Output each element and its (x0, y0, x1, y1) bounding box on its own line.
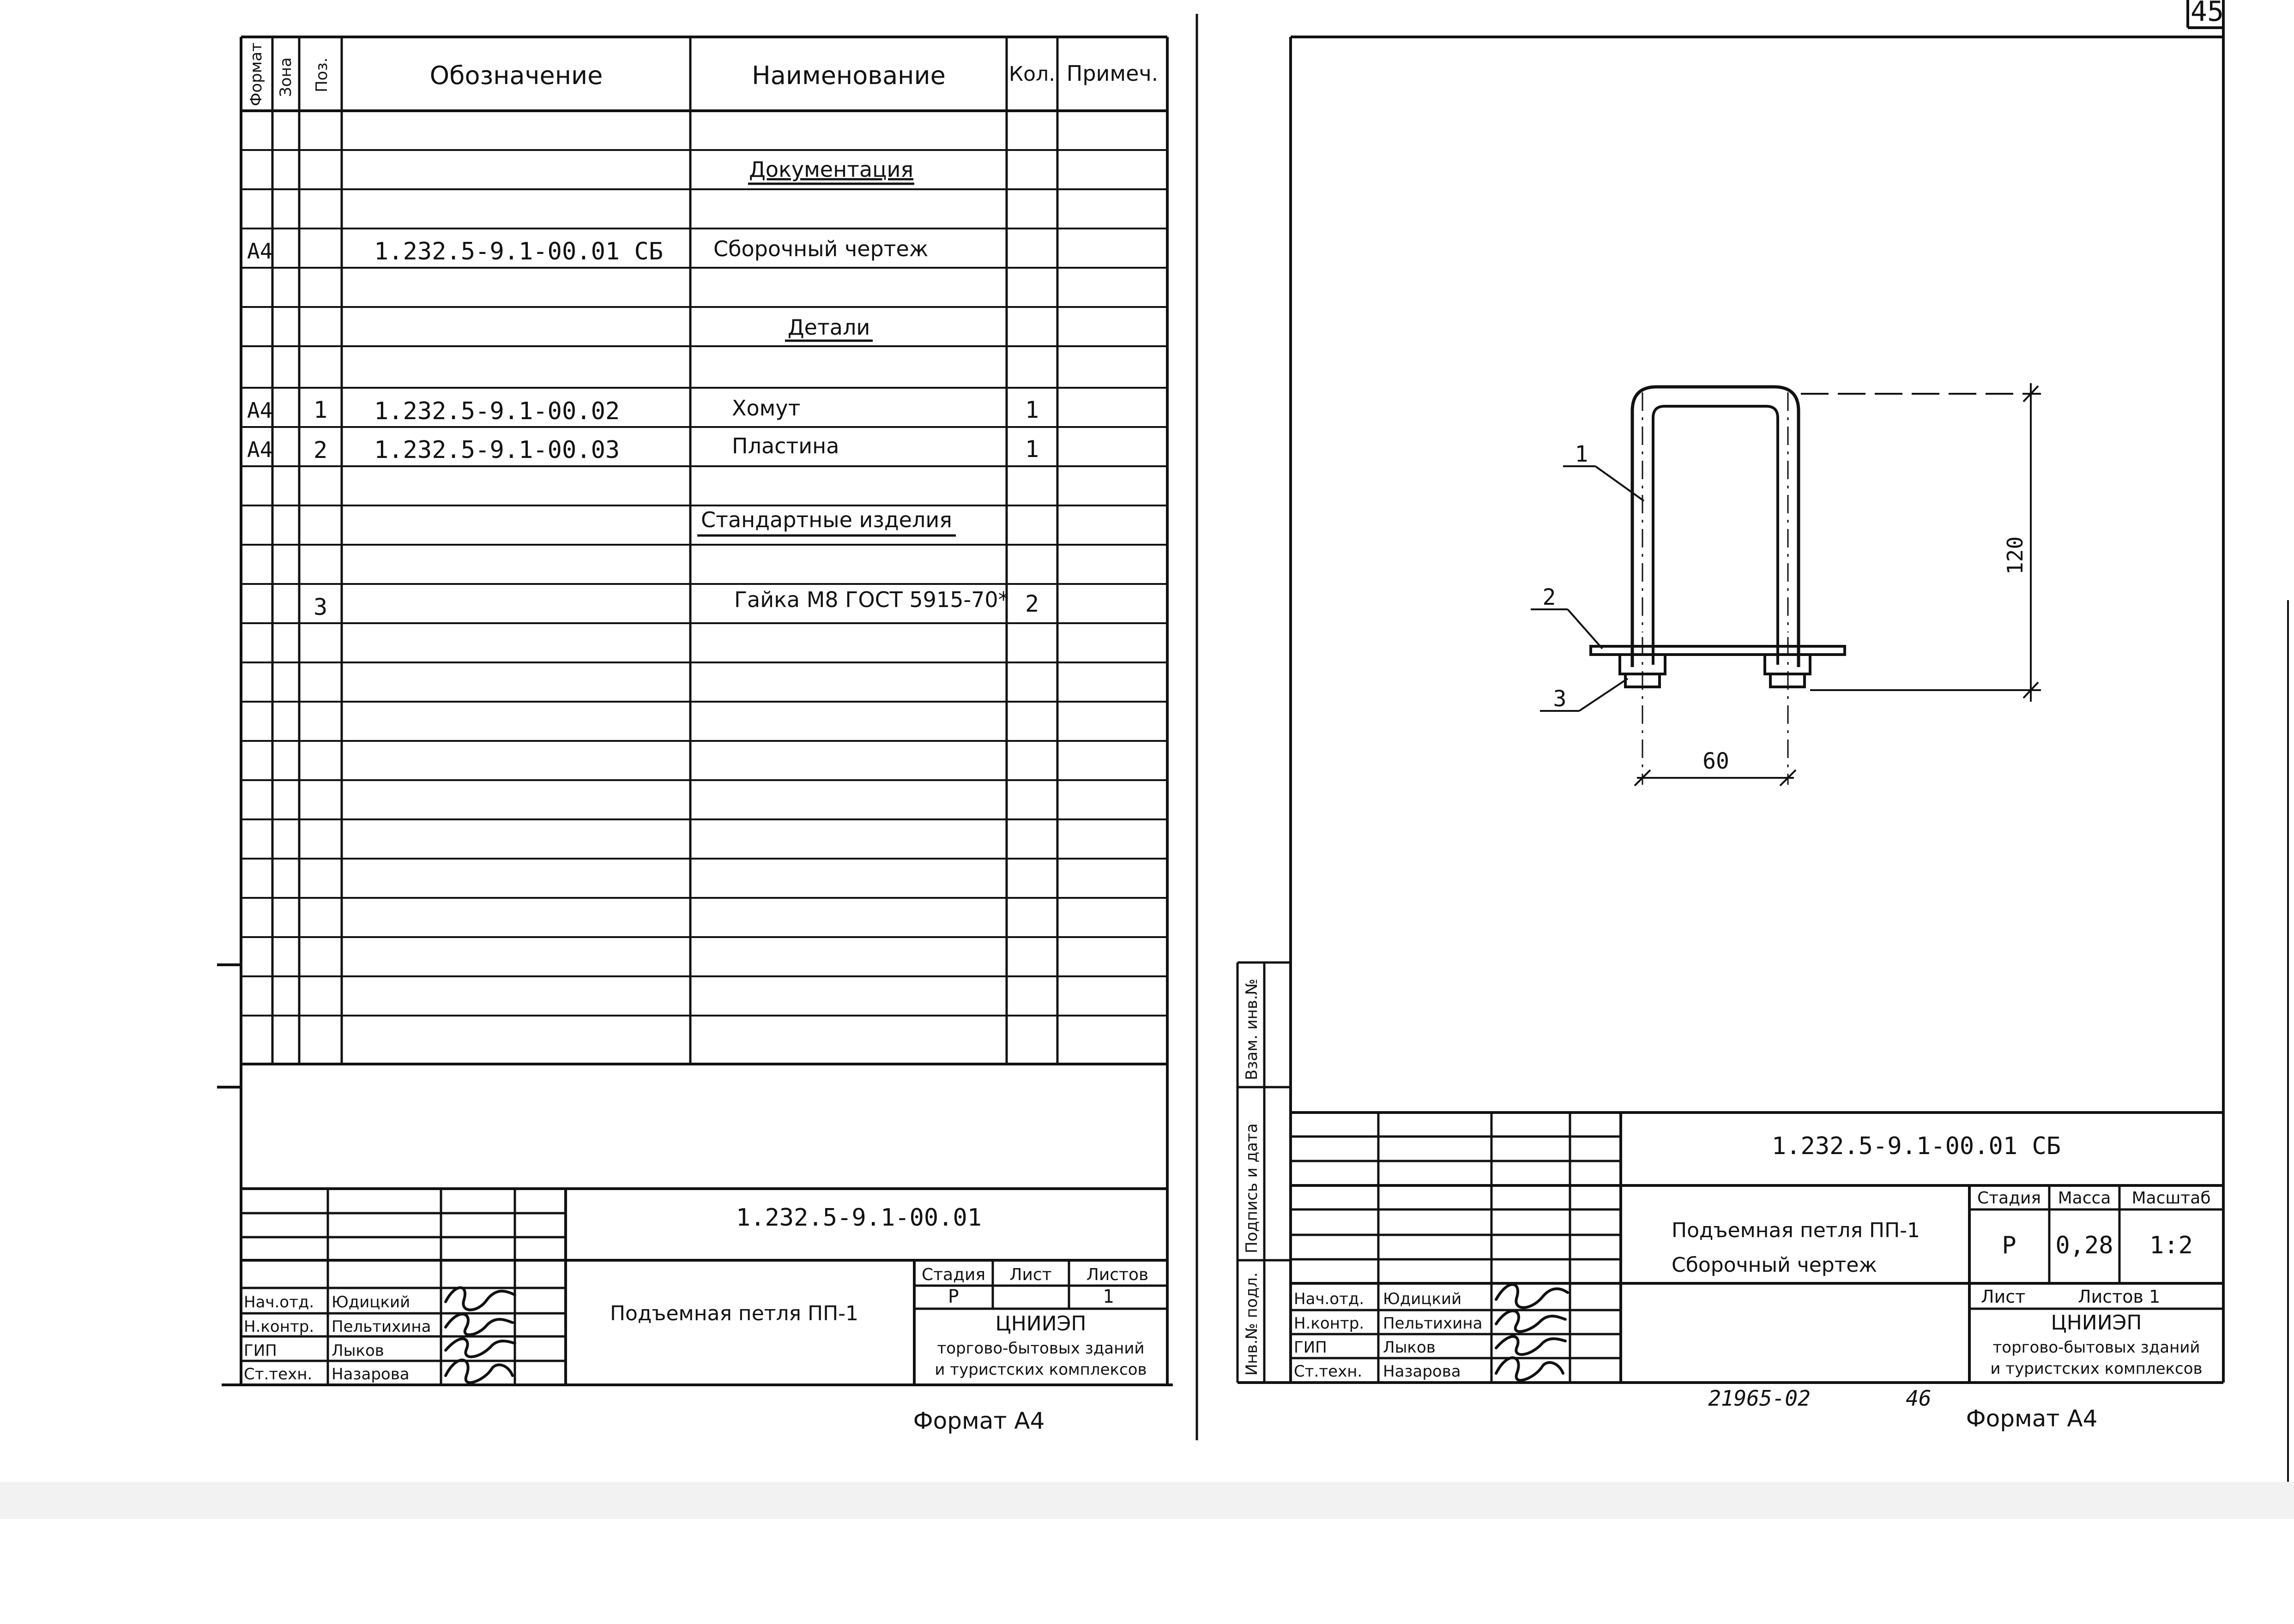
organization-line3: и туристских комплексов (1990, 1359, 2203, 1378)
signer-name: Пельтихина (1383, 1314, 1483, 1333)
handwritten-signatures (1496, 1285, 1568, 1381)
stamp-number: 21965-02 (1708, 1386, 1811, 1411)
mass-label: Масса (2058, 1189, 2111, 1208)
dimension-height: 120 (2003, 536, 2028, 575)
section-standard-items: Стандартные изделия (701, 507, 952, 532)
organization-name: ЦНИИЭП (995, 1312, 1087, 1335)
row-designation: 1.232.5-9.1-00.01 СБ (374, 238, 664, 265)
signer-role: ГИП (1294, 1338, 1327, 1357)
signature-date-label: Подпись и дата (1243, 1123, 1261, 1253)
drawing-title-line2: Сборочный чертеж (1672, 1253, 1877, 1277)
col-header-designation: Обозначение (429, 61, 603, 90)
signer-role: Ст.техн. (1294, 1362, 1363, 1381)
scale-label: Масштаб (2131, 1189, 2211, 1208)
inventory-number-label: Инв.№ подл. (1243, 1272, 1261, 1376)
row-qty: 2 (1025, 590, 1039, 617)
signer-role: Н.контр. (244, 1317, 314, 1336)
callout-3: 3 (1553, 686, 1567, 712)
spec-margin-ticks (217, 965, 241, 1087)
signer-role: Н.контр. (1294, 1314, 1364, 1333)
row-name: Хомут (732, 396, 801, 421)
signer-name: Назарова (1383, 1362, 1461, 1381)
stage-value: Р (2002, 1232, 2016, 1259)
table-row (247, 396, 1039, 425)
spec-document-code: 1.232.5-9.1-00.01 (736, 1204, 982, 1232)
side-stamp-strip (1238, 962, 1291, 1383)
clamp-outer (1632, 387, 1799, 667)
signer-name: Юдицкий (332, 1293, 411, 1311)
row-pos: 2 (313, 437, 328, 463)
drawing-document-code: 1.232.5-9.1-00.01 СБ (1771, 1132, 2061, 1160)
organization-line2: торгово-бытовых зданий (937, 1339, 1145, 1358)
row-pos: 1 (313, 397, 328, 423)
row-name: Сборочный чертеж (713, 236, 929, 261)
spec-title-block (241, 1189, 1167, 1385)
dimension-width: 60 (1702, 748, 1729, 774)
handwritten-signatures (446, 1287, 515, 1383)
col-header-name: Наименование (752, 61, 946, 90)
mass-value: 0,28 (2055, 1232, 2113, 1259)
callout-1: 1 (1575, 441, 1588, 467)
table-row (247, 433, 1039, 464)
spec-sheet (217, 37, 1173, 1434)
sheets-value: 1 (1102, 1286, 1114, 1307)
col-header-pos: Поз. (313, 57, 331, 92)
drawing-title-line1: Подъемная петля ПП-1 (1672, 1219, 1920, 1242)
organization-line3: и туристских комплексов (935, 1360, 1147, 1379)
callout-2: 2 (1542, 584, 1556, 610)
spec-columns (272, 37, 1057, 1064)
signer-role: ГИП (244, 1341, 277, 1360)
signer-name: Лыков (332, 1341, 384, 1360)
stage-label: Стадия (1977, 1189, 2041, 1208)
signer-role: Нач.отд. (1294, 1290, 1364, 1308)
spec-format-label: Формат А4 (913, 1407, 1045, 1434)
signer-name: Юдицкий (1383, 1290, 1462, 1308)
row-pos: 3 (313, 594, 328, 620)
col-header-format: Формат (247, 42, 266, 106)
stage-value: Р (948, 1286, 960, 1307)
row-name: Гайка М8 ГОСТ 5915-70* (734, 587, 1009, 612)
col-header-note: Примеч. (1066, 61, 1159, 86)
section-details: Детали (787, 315, 870, 340)
organization-line2: торгово-бытовых зданий (1992, 1338, 2200, 1357)
signer-name: Назарова (332, 1365, 410, 1383)
drawing-frame (1238, 0, 2223, 1383)
sheet-number: 45 (2190, 0, 2224, 28)
spec-document-title: Подъемная петля ПП-1 (610, 1302, 859, 1325)
sheet-label: Лист (1981, 1287, 2026, 1307)
row-designation: 1.232.5-9.1-00.02 (374, 397, 620, 425)
drawing-format-label: Формат А4 (1966, 1405, 2098, 1432)
stage-label: Стадия (921, 1265, 986, 1284)
row-format: А4 (247, 398, 273, 423)
signer-name: Пельтихина (332, 1317, 431, 1336)
table-row (247, 236, 928, 265)
scan-noise-band (0, 1482, 2294, 1519)
signer-role: Нач.отд. (244, 1293, 314, 1311)
col-header-qty: Кол. (1008, 62, 1056, 86)
row-qty: 1 (1025, 397, 1039, 423)
organization-name: ЦНИИЭП (2051, 1311, 2142, 1335)
scale-value: 1:2 (2149, 1232, 2193, 1259)
replacement-inventory-label: Взам. инв.№ (1243, 978, 1261, 1080)
stamp-page: 46 (1906, 1386, 1932, 1411)
table-row (314, 587, 1039, 620)
clamp-inner (1653, 406, 1778, 665)
sheet-label: Лист (1009, 1265, 1052, 1284)
row-designation: 1.232.5-9.1-00.03 (374, 436, 620, 464)
sheets-label: Листов (1086, 1265, 1149, 1284)
spec-frame (222, 37, 1173, 1385)
drawing-sheet (1238, 0, 2288, 1505)
section-documentation: Документация (749, 157, 914, 182)
row-qty: 1 (1025, 436, 1039, 463)
row-format: А4 (247, 239, 273, 264)
drawing-title-block (1291, 1113, 2223, 1383)
sheets-label: Листов 1 (2078, 1287, 2161, 1307)
signer-role: Ст.техн. (244, 1365, 313, 1383)
col-header-zone: Зона (277, 57, 295, 97)
lifting-loop-drawing (1531, 383, 2041, 786)
row-format: А4 (247, 437, 273, 462)
signer-name: Лыков (1383, 1338, 1436, 1357)
row-name: Пластина (732, 433, 839, 458)
